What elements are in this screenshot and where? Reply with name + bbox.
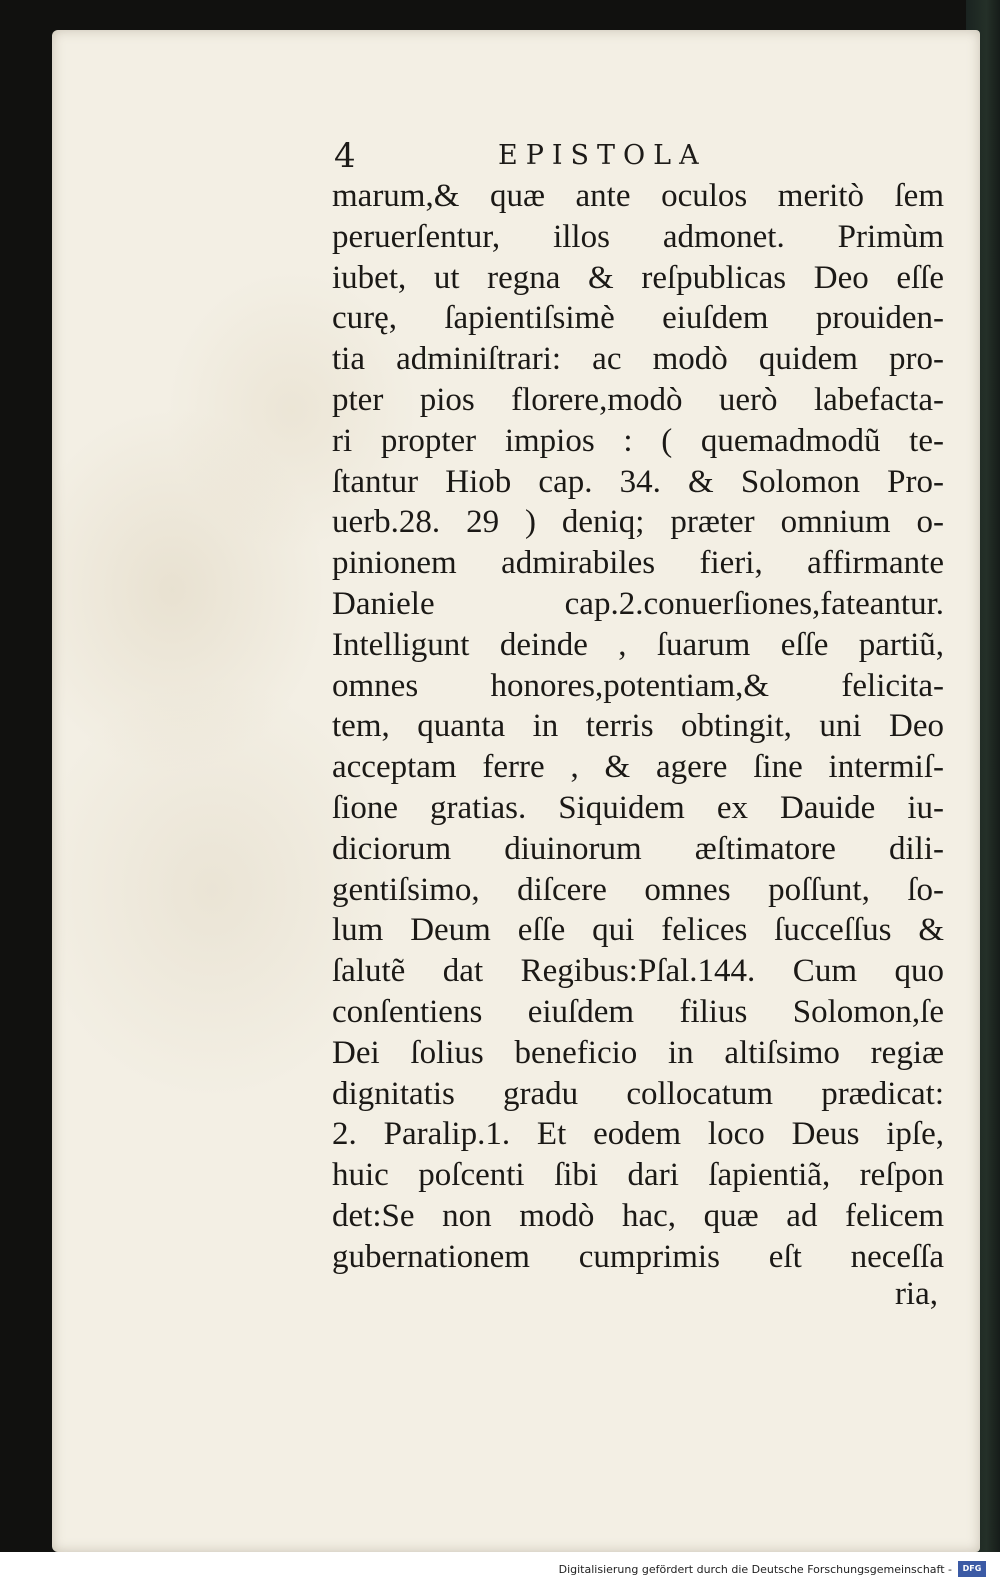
text-line: 2. Paralip.1. Et eodem loco Deus ipſe, [332, 1116, 944, 1153]
text-line: ri propter impios : ( quemadmodũ te- [332, 422, 944, 459]
text-line: lum Deum eſſe qui felices ſucceſſus & [332, 912, 944, 949]
text-line: omnes honores,potentiam,& felicita- [332, 667, 944, 704]
text-line: iubet, ut regna & reſpublicas Deo eſſe [332, 259, 944, 296]
page-number: 4 [334, 136, 356, 176]
dfg-logo: DFG [958, 1561, 986, 1577]
body-text [332, 176, 944, 1278]
text-line: Intelligunt deinde , ſuarum eſſe partiũ, [332, 626, 944, 663]
text-line: ſtantur Hiob cap. 34. & Solomon Pro- [332, 463, 944, 500]
text-line: tia adminiſtrari: ac modò quidem pro- [332, 341, 944, 378]
text-line: huic poſcenti ſibi dari ſapientiã, reſpon [332, 1157, 944, 1194]
text-line: Daniele cap.2.conuerſiones,fateantur. [332, 585, 944, 622]
text-line: curę, ſapientiſsimè eiuſdem prouiden- [332, 300, 944, 337]
text-line: uerb.28. 29 ) deniq; præter omnium o- [332, 504, 944, 541]
text-line: peruerſentur, illos admonet. Primùm [332, 218, 944, 255]
text-line: pter pios florere,modò uerò labefacta- [332, 381, 944, 418]
text-line: acceptam ferre , & agere ſine intermiſ- [332, 749, 944, 786]
text-line: Dei ſolius beneficio in altiſsimo regiæ [332, 1034, 944, 1071]
running-head: EPISTOLA [498, 140, 707, 171]
footer-bar [0, 1552, 1000, 1582]
text-line: marum,& quæ ante oculos meritò ſem [332, 178, 944, 214]
text-line: dignitatis gradu collocatum prædicat: [332, 1075, 944, 1112]
footer-credit: Digitalisierung gefördert durch die Deutsche Forschungsgemeinschaft - [558, 1563, 952, 1576]
text-line: ſalutẽ dat Regibus:Pſal.144. Cum quo [332, 953, 944, 990]
text-line: diciorum diuinorum æſtimatore dili- [332, 830, 944, 867]
text-line: gentiſsimo, diſcere omnes poſſunt, ſo- [332, 871, 944, 908]
text-line: pinionem admirabiles fieri, affirmante [332, 545, 944, 582]
text-line: ſione gratias. Siquidem ex Dauide iu- [332, 789, 944, 826]
text-line: conſentiens eiuſdem filius Solomon,ſe [332, 993, 944, 1030]
text-line: tem, quanta in terris obtingit, uni Deo [332, 708, 944, 745]
text-line: gubernationem cumprimis eſt neceſſa [332, 1238, 944, 1275]
page-header [334, 134, 934, 178]
text-line: det:Se non modò hac, quæ ad felicem [332, 1197, 944, 1234]
catchword: ria, [894, 1276, 938, 1312]
